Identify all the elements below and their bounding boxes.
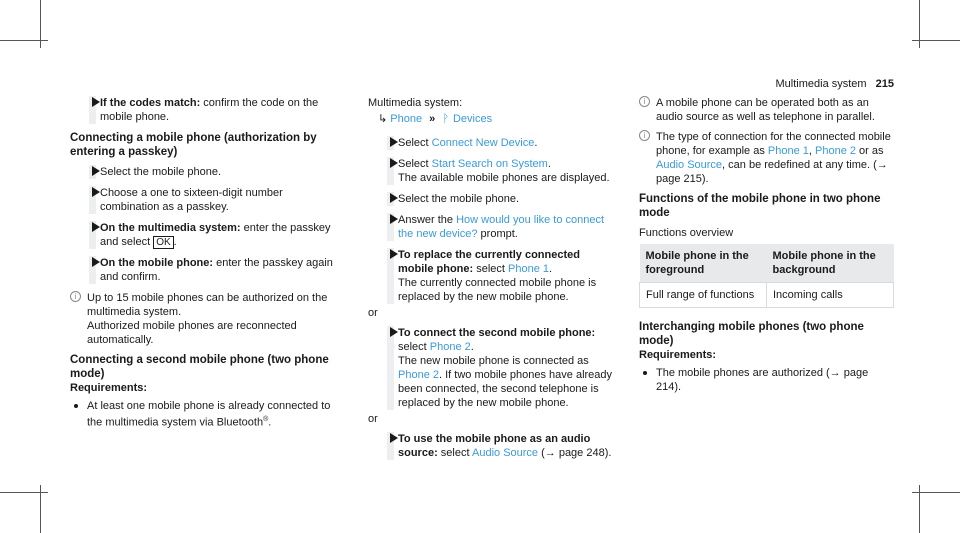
arrow-icon: [92, 97, 100, 107]
menu-option-audio-source: Audio Source: [472, 447, 539, 459]
step: [368, 157, 618, 185]
requirements-label: Requirements:: [70, 382, 148, 394]
step-text: The currently connected mobile phone is replaced by the new mobile phone.: [398, 277, 597, 303]
menu-option-audio-source: Audio Source: [656, 159, 723, 171]
section-heading: Connecting a second mobile phone (two phone mode): [70, 354, 329, 380]
menu-path-phone: Phone: [390, 113, 423, 125]
step-text: The available mobile phones are displayed.: [398, 172, 610, 184]
step-text: select: [473, 263, 509, 275]
registered-mark: ®: [263, 416, 269, 423]
table-cell: Incoming calls: [767, 283, 894, 308]
menu-option-phone-2: Phone 2: [398, 369, 439, 381]
table-row: [640, 283, 894, 308]
list-item: [639, 366, 894, 394]
step-text: The new mobile phone is connected as: [398, 355, 589, 367]
arrow-icon: [390, 158, 398, 168]
ok-key: OK: [153, 236, 173, 249]
step-text: .: [173, 236, 177, 248]
menu-path: [368, 112, 618, 126]
note-text: , can be redefined at any time. (→ page 215).: [656, 159, 888, 185]
crop-mark: [0, 492, 48, 493]
prompt-text: How would you like to connect the new device?: [398, 214, 605, 240]
step-label: On the mobile phone:: [100, 257, 214, 269]
menu-option-phone-2: Phone 2: [429, 341, 471, 353]
requirements-label: Requirements:: [639, 349, 717, 361]
menu-path-devices: Devices: [452, 113, 493, 125]
section-title: Multimedia system: [775, 78, 867, 90]
bullet-text: The mobile phones are authorized (→ page 214).: [656, 367, 869, 393]
intro-text: Multimedia system:: [368, 97, 463, 109]
functions-table: [639, 244, 894, 308]
bluetooth-icon: ᚹ: [442, 113, 449, 125]
step-text: prompt.: [477, 228, 518, 240]
step: [70, 186, 345, 214]
info-note: [70, 291, 345, 347]
step: [368, 248, 618, 304]
table-cell: Full range of functions: [640, 283, 767, 308]
step-text: select: [398, 341, 430, 353]
step-text: confirm the code on the mobile phone.: [100, 97, 319, 123]
step-text: (→ page 248).: [538, 447, 612, 459]
note-text: The type of connection for the connected mobile phone, for example as: [656, 131, 891, 157]
step: [368, 432, 618, 460]
step-text: Select the mobile phone.: [100, 166, 222, 178]
table-header: Mobile phone in the background: [767, 244, 894, 283]
step: [70, 221, 345, 249]
info-icon: i: [639, 96, 650, 107]
page-header: [776, 77, 895, 91]
step-text: Select: [398, 137, 432, 149]
step-text: .: [549, 263, 553, 275]
bullet-text: .: [268, 416, 272, 429]
step-text: enter the passkey and select: [100, 222, 331, 248]
section-heading: Functions of the mobile phone in two phone mode: [639, 193, 881, 219]
info-note: [639, 96, 894, 124]
step: [368, 192, 618, 206]
arrow-icon: [390, 249, 398, 259]
arrow-icon: [92, 222, 100, 232]
menu-option-connect-new-device: Connect New Device: [431, 137, 535, 149]
note-text: A mobile phone can be operated both as an audio source as well as telephone in parallel.: [656, 97, 875, 123]
step-label: To replace the currently connected mobile phone:: [398, 249, 580, 275]
step-label: On the multimedia system:: [100, 222, 241, 234]
info-icon: i: [70, 291, 81, 302]
step-text: Select: [398, 158, 432, 170]
crop-mark: [912, 40, 960, 41]
step-text: Answer the: [398, 214, 457, 226]
arrow-icon: [390, 193, 398, 203]
info-note: [639, 130, 894, 186]
arrow-icon: [92, 257, 100, 267]
crop-mark: [912, 492, 960, 493]
step-text: .: [470, 341, 474, 353]
menu-option-phone-2: Phone 2: [815, 145, 856, 157]
info-icon: i: [639, 130, 650, 141]
step-label: If the codes match:: [100, 97, 201, 109]
step-text: Choose a one to sixteen-digit number combination as a passkey.: [100, 187, 283, 213]
arrow-icon: [92, 187, 100, 197]
step: [70, 96, 345, 124]
step-text: .: [547, 158, 551, 170]
arrow-icon: [390, 433, 398, 443]
bullet-text: At least one mobile phone is already connected to the multimedia system via Bluetooth: [87, 400, 331, 429]
step: [368, 136, 618, 150]
arrow-icon: [390, 327, 398, 337]
arrow-icon: [390, 214, 398, 224]
return-arrow-icon: ↳: [378, 113, 388, 125]
note-text: or as: [856, 145, 884, 157]
table-caption: Functions overview: [639, 227, 734, 239]
step-text: Select the mobile phone.: [398, 193, 520, 205]
crop-mark: [0, 40, 48, 41]
step-text: select: [437, 447, 472, 459]
or-separator: or: [368, 307, 378, 319]
step-label: To use the mobile phone as an audio source:: [398, 433, 591, 459]
section-heading: Interchanging mobile phones (two phone mode): [639, 321, 864, 347]
or-separator: or: [368, 413, 378, 425]
page-number: 215: [875, 78, 894, 90]
column-right: [639, 96, 894, 400]
menu-option-start-search: Start Search on System: [431, 158, 548, 170]
step-text: enter the passkey again and confirm.: [100, 257, 333, 283]
step-text: . If two mobile phones have already been connected, the second telephone is replaced by the new mobile phone.: [398, 369, 613, 409]
arrow-icon: [92, 166, 100, 176]
note-text: ,: [808, 145, 816, 157]
step-label: To connect the second mobile phone:: [398, 327, 596, 339]
step-text: .: [534, 137, 538, 149]
section-heading: Connecting a mobile phone (authorization by entering a passkey): [70, 132, 317, 158]
step: [368, 213, 618, 241]
step: [368, 326, 618, 410]
column-middle: [368, 96, 618, 467]
table-header: Mobile phone in the foreground: [640, 244, 767, 283]
step: [70, 256, 345, 284]
list-item: [70, 399, 345, 430]
column-left: [70, 96, 345, 436]
double-chevron-icon: »: [429, 113, 436, 125]
step: [70, 165, 345, 179]
menu-option-phone-1: Phone 1: [508, 263, 550, 275]
menu-option-phone-1: Phone 1: [767, 145, 809, 157]
note-text: Authorized mobile phones are reconnected automatically.: [87, 320, 297, 346]
note-text: Up to 15 mobile phones can be authorized on the multimedia system.: [87, 292, 328, 318]
arrow-icon: [390, 137, 398, 147]
